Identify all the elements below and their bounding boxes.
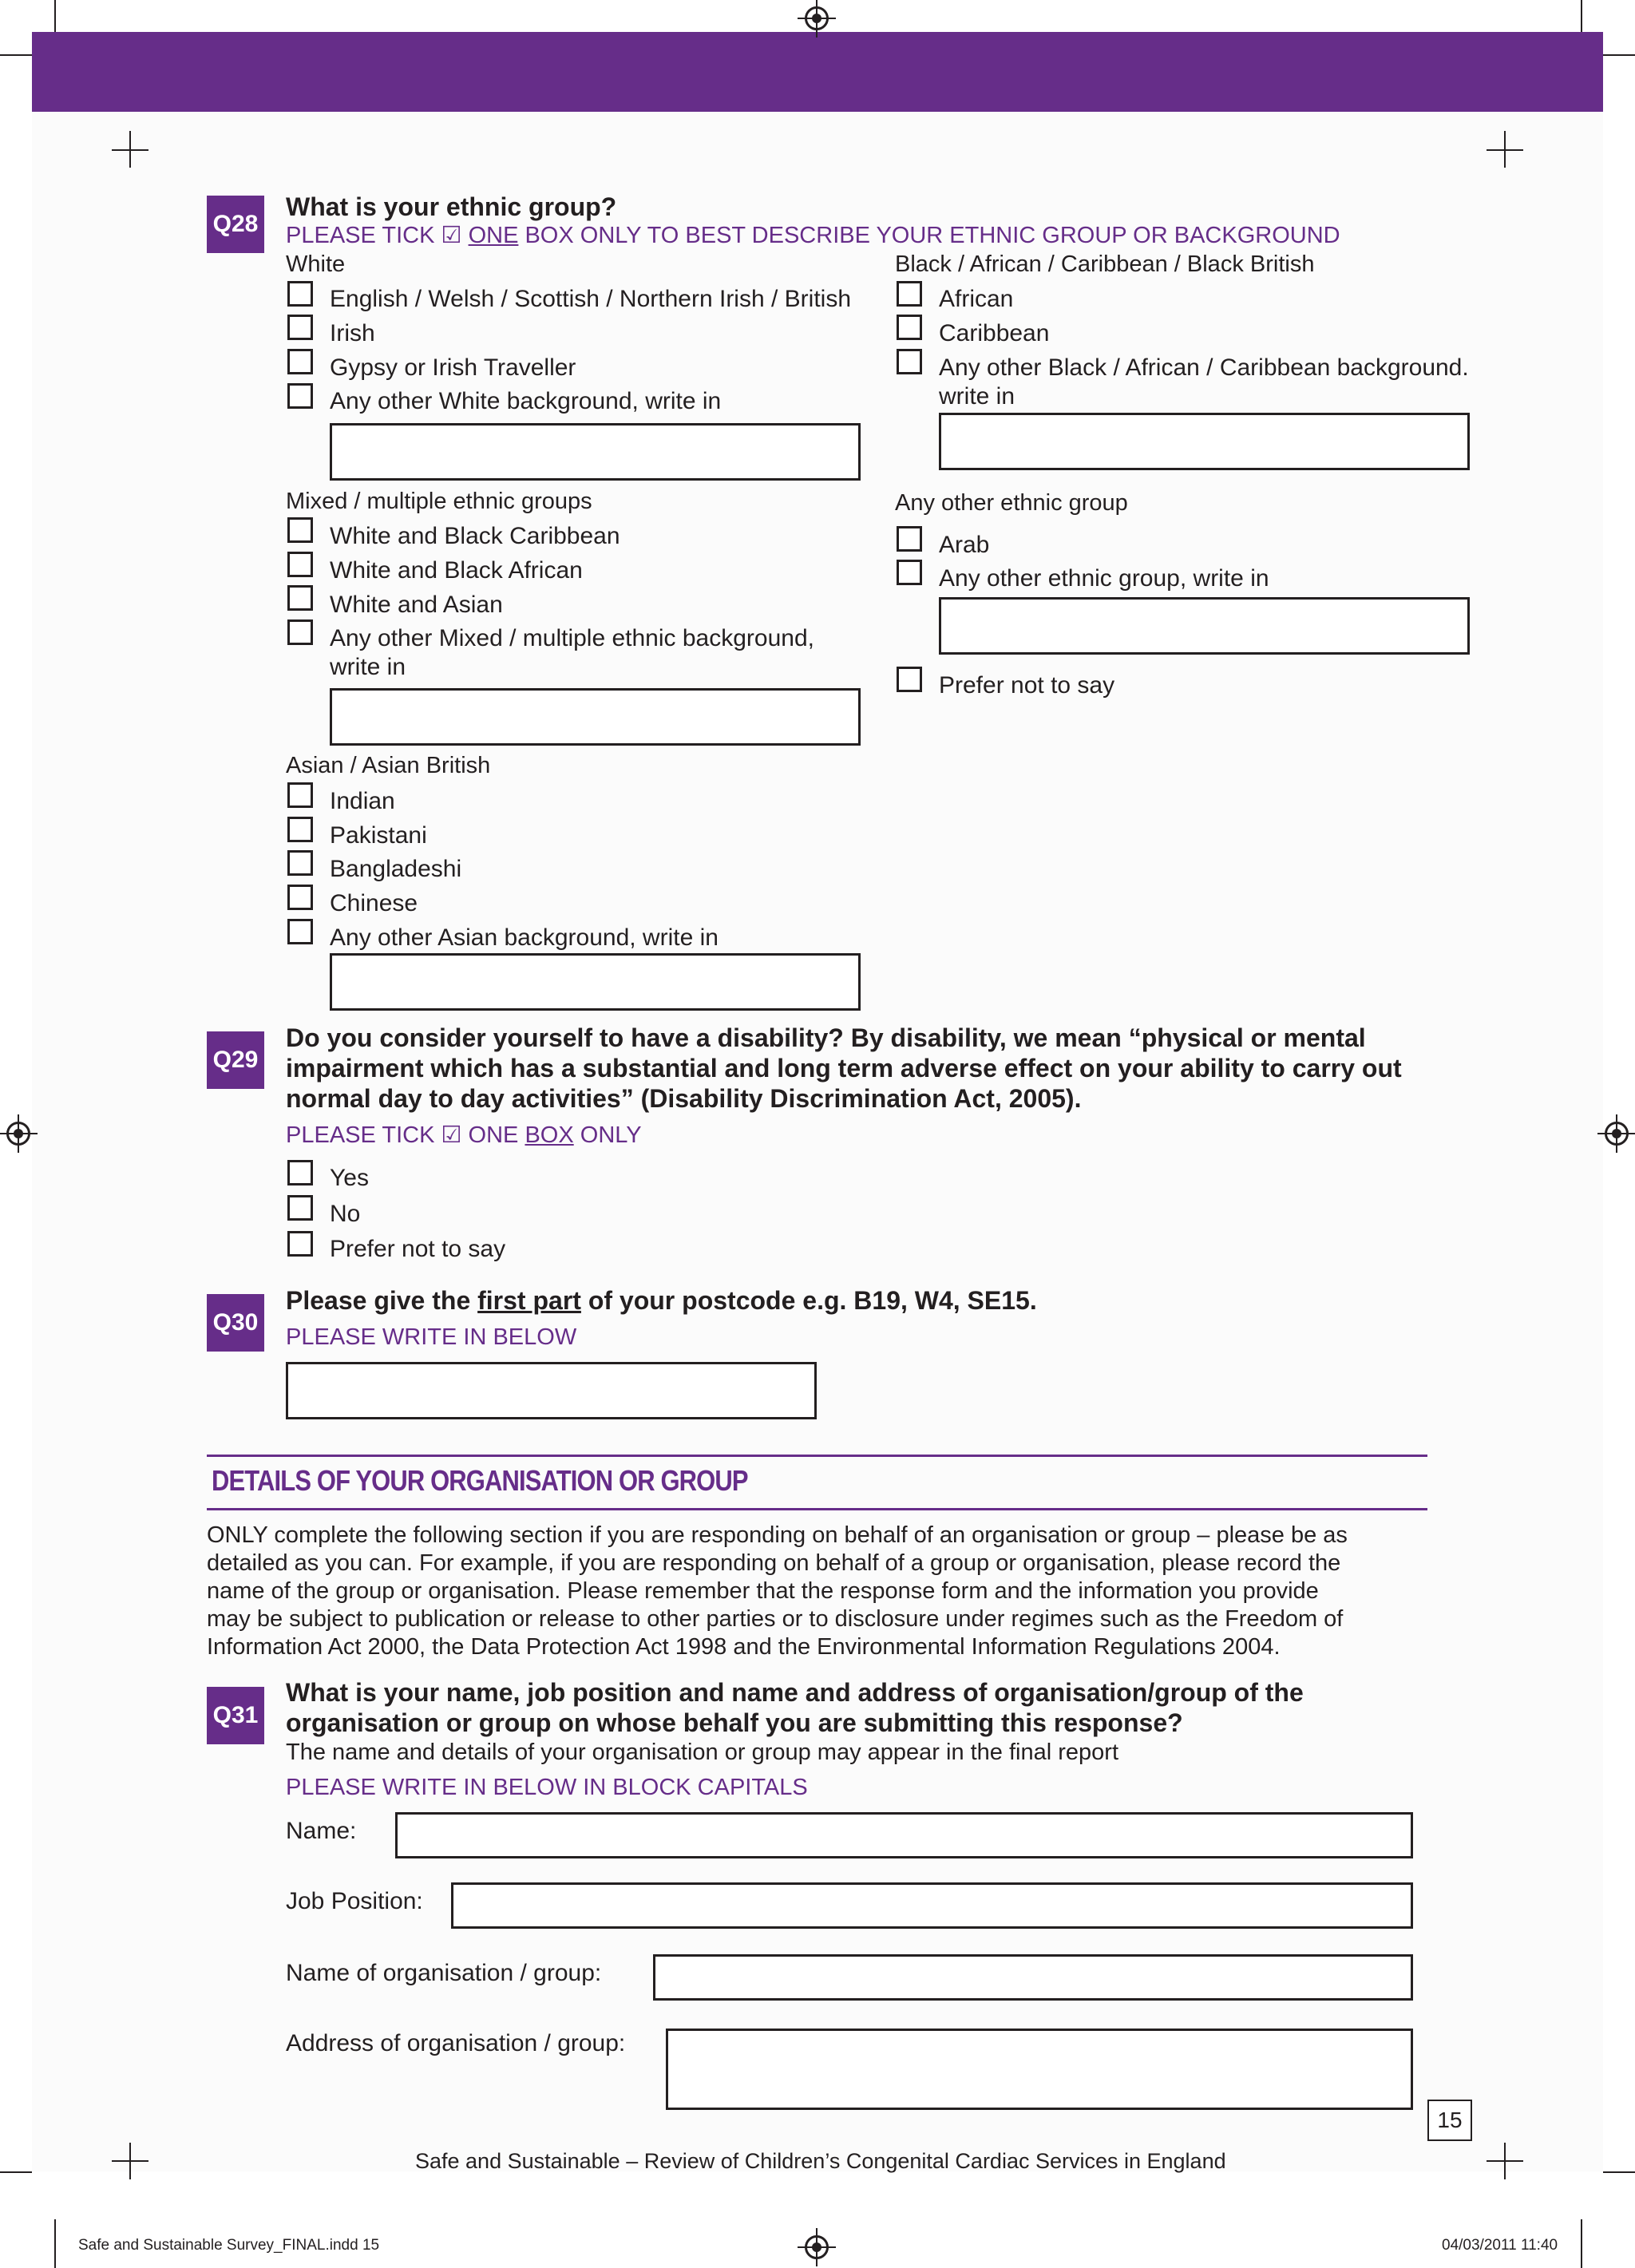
organisation-address-label: Address of organisation / group: [286,2030,626,2056]
q31-badge: Q31 [207,1687,264,1744]
q29-title-line: impairment which has a substantial and long term adverse effect on your ability to carry out [286,1054,1402,1083]
section-rule-bottom [207,1508,1427,1510]
checkbox-no[interactable] [287,1195,313,1221]
crop-mark [54,2219,56,2268]
plus-mark [1504,131,1506,168]
option-label: White and Black Caribbean [330,523,620,549]
crop-mark [1581,0,1582,32]
group-heading-asian: Asian / Asian British [286,753,491,778]
file-name: Safe and Sustainable Survey_FINAL.indd 15 [78,2237,380,2254]
option-label: White and Asian [330,592,503,618]
q29-badge: Q29 [207,1031,264,1089]
section-rule-top [207,1455,1427,1457]
checkbox-pakistani[interactable] [287,817,313,842]
option-label: No [330,1201,361,1227]
paragraph-line: may be subject to publication or release to other parties or to disclosure under regimes such as the Freedom of [207,1606,1344,1632]
q29-title-line: Do you consider yourself to have a disability? By disability, we mean “physical or mental [286,1023,1366,1052]
write-in-other-mixed[interactable] [330,688,861,746]
postcode-input[interactable] [286,1362,817,1419]
organisation-name-input[interactable] [653,1954,1413,2001]
option-label: Yes [330,1165,369,1191]
checkbox-white-british[interactable] [287,281,313,307]
checkbox-gypsy-traveller[interactable] [287,349,313,374]
checkbox-bangladeshi[interactable] [287,850,313,876]
option-label: Any other ethnic group, write in [939,565,1269,592]
paragraph-line: ONLY complete the following section if you are responding on behalf of an organisation or group – please be as [207,1522,1348,1548]
name-input[interactable] [395,1812,1413,1858]
option-label: Arab [939,532,990,558]
crop-mark [1603,54,1635,56]
job-position-label: Job Position: [286,1888,423,1914]
registration-mark-icon [1605,1122,1629,1146]
group-heading-other: Any other ethnic group [895,490,1128,516]
checkbox-other-asian[interactable] [287,919,313,944]
write-in-label: write in [939,383,1015,410]
option-label: Any other Asian background, write in [330,924,719,951]
q30-badge: Q30 [207,1294,264,1352]
q28-instruction: PLEASE TICK ☑ ONE BOX ONLY TO BEST DESCRIBE YOUR ETHNIC GROUP OR BACKGROUND [286,223,1340,248]
checkbox-chinese[interactable] [287,885,313,910]
checkbox-other-ethnic[interactable] [897,560,922,585]
tick-icon: ☑ [441,223,462,248]
checkbox-other-mixed[interactable] [287,619,313,645]
checkbox-prefer-not-to-say-disability[interactable] [287,1231,313,1257]
print-timestamp: 04/03/2011 11:40 [1442,2237,1558,2254]
option-label: Any other White background, write in [330,388,722,414]
plus-mark [1504,2143,1506,2179]
q31-title-line: What is your name, job position and name and address of organisation/group of the [286,1678,1304,1707]
crop-mark [0,54,32,56]
job-position-input[interactable] [451,1882,1413,1929]
checkbox-african[interactable] [897,281,922,307]
page-number: 15 [1427,2100,1472,2141]
q31-instruction: PLEASE WRITE IN BELOW IN BLOCK CAPITALS [286,1775,808,1800]
plus-mark [129,2143,131,2179]
option-label: Caribbean [939,320,1050,346]
option-label: Any other Black / African / Caribbean background. [939,354,1469,381]
crop-mark [54,0,56,32]
option-label: Prefer not to say [330,1236,506,1262]
option-label: Bangladeshi [330,856,462,882]
write-in-label: write in [330,654,406,680]
option-label: English / Welsh / Scottish / Northern Irish / British [330,286,852,312]
plus-mark [129,131,131,168]
section-title: DETAILS OF YOUR ORGANISATION OR GROUP [212,1464,748,1497]
q29-title-line: normal day to day activities” (Disability Discrimination Act, 2005). [286,1084,1082,1113]
option-label: Gypsy or Irish Traveller [330,354,576,381]
checkbox-white-black-african[interactable] [287,552,313,577]
paragraph-line: Information Act 2000, the Data Protection Act 1998 and the Environmental Information Regulations 2004. [207,1634,1281,1660]
paragraph-line: detailed as you can. For example, if you are responding on behalf of a group or organisation, please record the [207,1550,1341,1576]
option-label: Pakistani [330,822,427,849]
group-heading-white: White [286,251,346,277]
option-label: Any other Mixed / multiple ethnic background, [330,625,814,651]
q29-instruction: PLEASE TICK ☑ ONE BOX ONLY [286,1122,642,1148]
write-in-other-asian[interactable] [330,953,861,1011]
write-in-other-ethnic[interactable] [939,597,1470,655]
option-label: Chinese [330,890,418,916]
q30-instruction: PLEASE WRITE IN BELOW [286,1324,577,1350]
header-band [32,32,1603,112]
section-paragraph [207,1522,1452,1661]
checkbox-irish[interactable] [287,315,313,340]
checkbox-caribbean[interactable] [897,315,922,340]
q28-badge: Q28 [207,196,264,253]
checkbox-white-asian[interactable] [287,585,313,611]
option-label: Prefer not to say [939,672,1115,699]
group-heading-mixed: Mixed / multiple ethnic groups [286,489,592,514]
organisation-address-input[interactable] [666,2029,1413,2110]
paragraph-line: name of the group or organisation. Please remember that the response form and the information you provide [207,1578,1319,1604]
option-label: Irish [330,320,375,346]
checkbox-indian[interactable] [287,782,313,808]
crop-mark [0,2171,32,2173]
option-label: White and Black African [330,557,583,584]
q31-subtitle: The name and details of your organisation or group may appear in the final report [286,1740,1119,1765]
q28-title: What is your ethnic group? [286,192,617,221]
q31-title-line: organisation or group on whose behalf you are submitting this response? [286,1708,1183,1737]
q30-title: Please give the first part of your postcode e.g. B19, W4, SE15. [286,1286,1037,1315]
registration-mark-icon [805,6,829,30]
footer-title: Safe and Sustainable – Review of Children’s Congenital Cardiac Services in England [415,2149,1226,2173]
crop-mark [1603,2171,1635,2173]
option-label: Indian [330,788,395,814]
registration-mark-icon [805,2235,829,2259]
write-in-other-white[interactable] [330,423,861,481]
registration-mark-icon [6,1122,30,1146]
checkbox-white-black-caribbean[interactable] [287,517,313,543]
checkbox-arab[interactable] [897,526,922,552]
option-label: African [939,286,1014,312]
name-label: Name: [286,1818,357,1844]
group-heading-black: Black / African / Caribbean / Black British [895,251,1315,277]
write-in-other-black[interactable] [939,413,1470,470]
organisation-name-label: Name of organisation / group: [286,1960,602,1986]
crop-mark [1581,2219,1582,2268]
checkbox-prefer-not-to-say-ethnic[interactable] [897,667,922,692]
checkbox-yes[interactable] [287,1160,313,1185]
checkbox-other-white[interactable] [287,383,313,409]
checkbox-other-black[interactable] [897,349,922,374]
